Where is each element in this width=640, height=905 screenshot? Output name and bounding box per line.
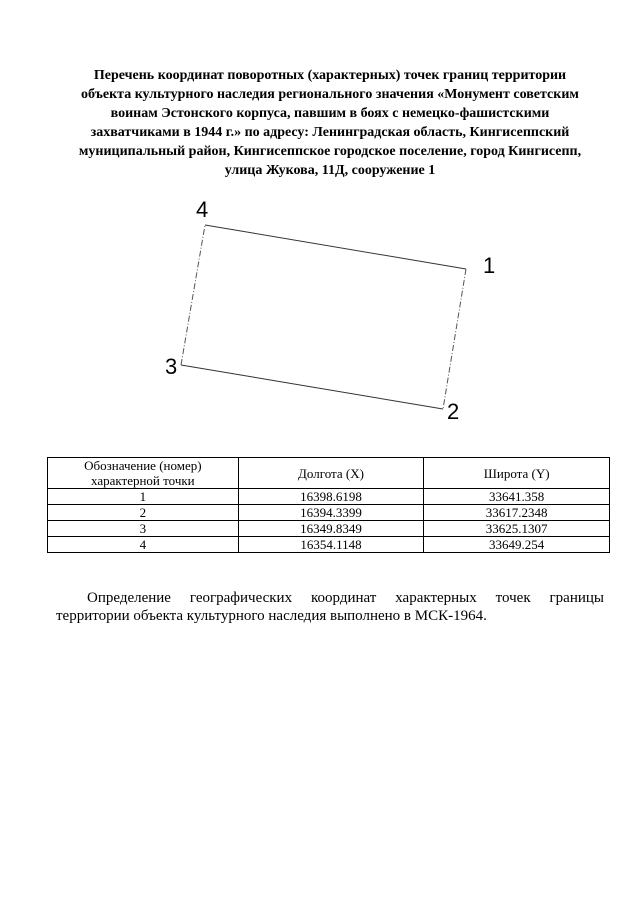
cell-y: 33617.2348 — [424, 505, 610, 521]
cell-x: 16354.1148 — [238, 537, 424, 553]
point-label-4: 4 — [196, 197, 209, 222]
boundary-segment-3-4 — [181, 225, 205, 365]
cell-point: 2 — [48, 505, 239, 521]
boundary-segment-4-1 — [205, 225, 466, 269]
note-line-2: территории объекта культурного наследия выполнено в МСК-1964. — [56, 608, 487, 624]
coordinate-system-note — [56, 589, 604, 625]
point-label-3: 3 — [165, 354, 178, 379]
note-line-1: Определение географических координат характерных точек границы — [87, 590, 604, 606]
cell-point: 4 — [48, 537, 239, 553]
title-line: Перечень координат поворотных (характерных) точек границ территории — [93, 68, 567, 83]
boundary-scheme — [0, 185, 640, 435]
point-label-2: 2 — [447, 399, 460, 424]
cell-y: 33649.254 — [424, 537, 610, 553]
table-row — [48, 521, 610, 537]
title-line: захватчиками в 1944 г.» по адресу: Ленинградская область, Кингисеппский — [90, 125, 570, 140]
cell-point: 1 — [48, 489, 239, 505]
table-row — [48, 489, 610, 505]
table-row — [48, 505, 610, 521]
table-row — [48, 537, 610, 553]
boundary-segment-1-2 — [443, 269, 466, 409]
boundary-segment-2-3 — [181, 365, 443, 409]
document-title — [40, 66, 620, 180]
title-line: воинам Эстонского корпуса, павшим в боях с немецко-фашистскими — [110, 106, 550, 121]
header-latitude: Широта (Y) — [424, 458, 610, 489]
header-longitude: Долгота (X) — [238, 458, 424, 489]
point-label-1: 1 — [483, 253, 496, 278]
header-point-number: Обозначение (номер) характерной точки — [48, 458, 239, 489]
coordinates-table — [47, 457, 610, 553]
title-line: муниципальный район, Кингисеппское городское поселение, город Кингисепп, — [78, 144, 582, 159]
title-line: объекта культурного наследия регионального значения «Монумент советским — [81, 87, 579, 102]
title-line: улица Жукова, 11Д, сооружение 1 — [224, 163, 436, 178]
cell-x: 16398.6198 — [238, 489, 424, 505]
cell-x: 16394.3399 — [238, 505, 424, 521]
cell-x: 16349.8349 — [238, 521, 424, 537]
cell-point: 3 — [48, 521, 239, 537]
cell-y: 33625.1307 — [424, 521, 610, 537]
table-header-row — [48, 458, 610, 489]
cell-y: 33641.358 — [424, 489, 610, 505]
